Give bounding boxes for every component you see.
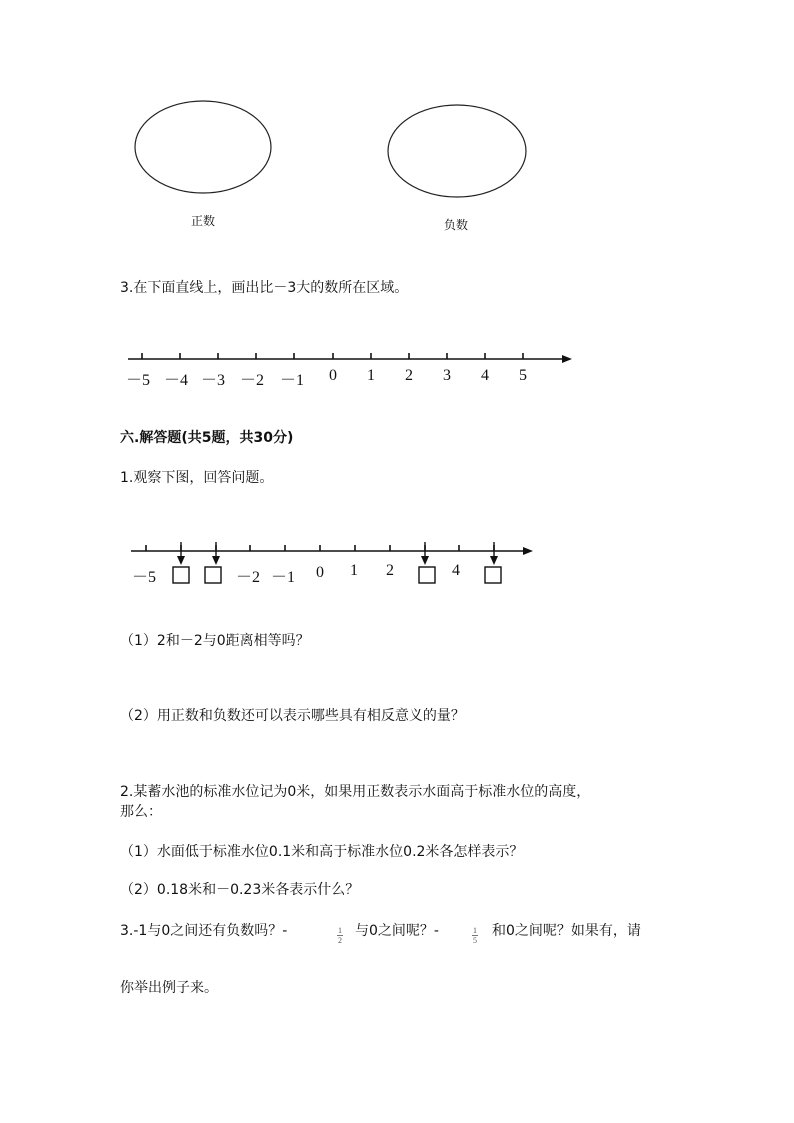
number-line-observe [131,542,533,583]
fraction-numerator: 1 [338,926,342,935]
tick-label: 1 [350,562,358,579]
fraction-denominator: 5 [473,936,477,945]
question-2-sub-2: （2）0.18米和－0.23米各表示什么？ [120,882,360,898]
question-3-part-1: 3.-1与0之间还有负数吗？- [120,923,288,939]
tick-label: －3 [201,372,226,389]
positive-ellipse [135,101,271,193]
tick-label: －1 [271,569,296,586]
question-2-sub-1: （1）水面低于标准水位0.1米和高于标准水位0.2米各怎样表示？ [120,844,524,860]
question-1: 1.观察下图，回答问题。 [120,470,274,486]
tick-label: －4 [164,372,189,389]
tick-label: 0 [316,564,324,581]
positive-label: 正数 [191,214,216,228]
answer-box[interactable] [173,567,189,583]
tick-label: 2 [386,562,394,579]
down-arrow-icon [177,542,185,565]
tick-label: －1 [280,372,305,389]
question-2-line-1: 2.某蓄水池的标准水位记为0米，如果用正数表示水面高于标准水位的高度， [120,784,591,800]
question-1-sub-1: （1）2和－2与0距离相等吗？ [120,633,310,649]
question-3-part-3: 和0之间呢？如果有，请 [492,923,641,939]
tick-label: 1 [367,367,375,384]
fraction-half [335,926,345,945]
answer-box[interactable] [419,567,435,583]
tick-label: －5 [126,372,151,389]
negative-label: 负数 [444,218,469,232]
question-1-sub-2: （2）用正数和负数还可以表示哪些具有相反意义的量？ [120,708,465,724]
tick-label: 5 [519,367,527,384]
fraction-fifth [470,926,480,945]
tick-label: －2 [236,569,261,586]
tick-label: 0 [329,367,337,384]
tick-label: －2 [240,372,265,389]
negative-ellipse [388,105,526,197]
question-3-line-2: 你举出例子来。 [120,980,218,996]
fraction-numerator: 1 [473,926,477,935]
section-heading: 六.解答题(共5题，共30分) [120,430,294,446]
fraction-denominator: 2 [338,936,342,945]
down-arrow-icon [490,542,498,565]
tick-label: 4 [481,367,489,384]
number-line-fill [128,353,572,363]
tick-label: 4 [452,562,460,579]
tick-label: －5 [132,569,157,586]
question-2-line-2: 那么： [120,804,162,820]
question-3-fill: 3.在下面直线上，画出比－3大的数所在区域。 [120,280,409,296]
down-arrow-icon [421,542,429,565]
question-3-part-2: 与0之间呢？- [355,923,439,939]
tick-label: 2 [405,367,413,384]
answer-box[interactable] [485,567,501,583]
answer-box[interactable] [205,567,221,583]
tick-label: 3 [443,367,451,384]
down-arrow-icon [212,542,220,565]
